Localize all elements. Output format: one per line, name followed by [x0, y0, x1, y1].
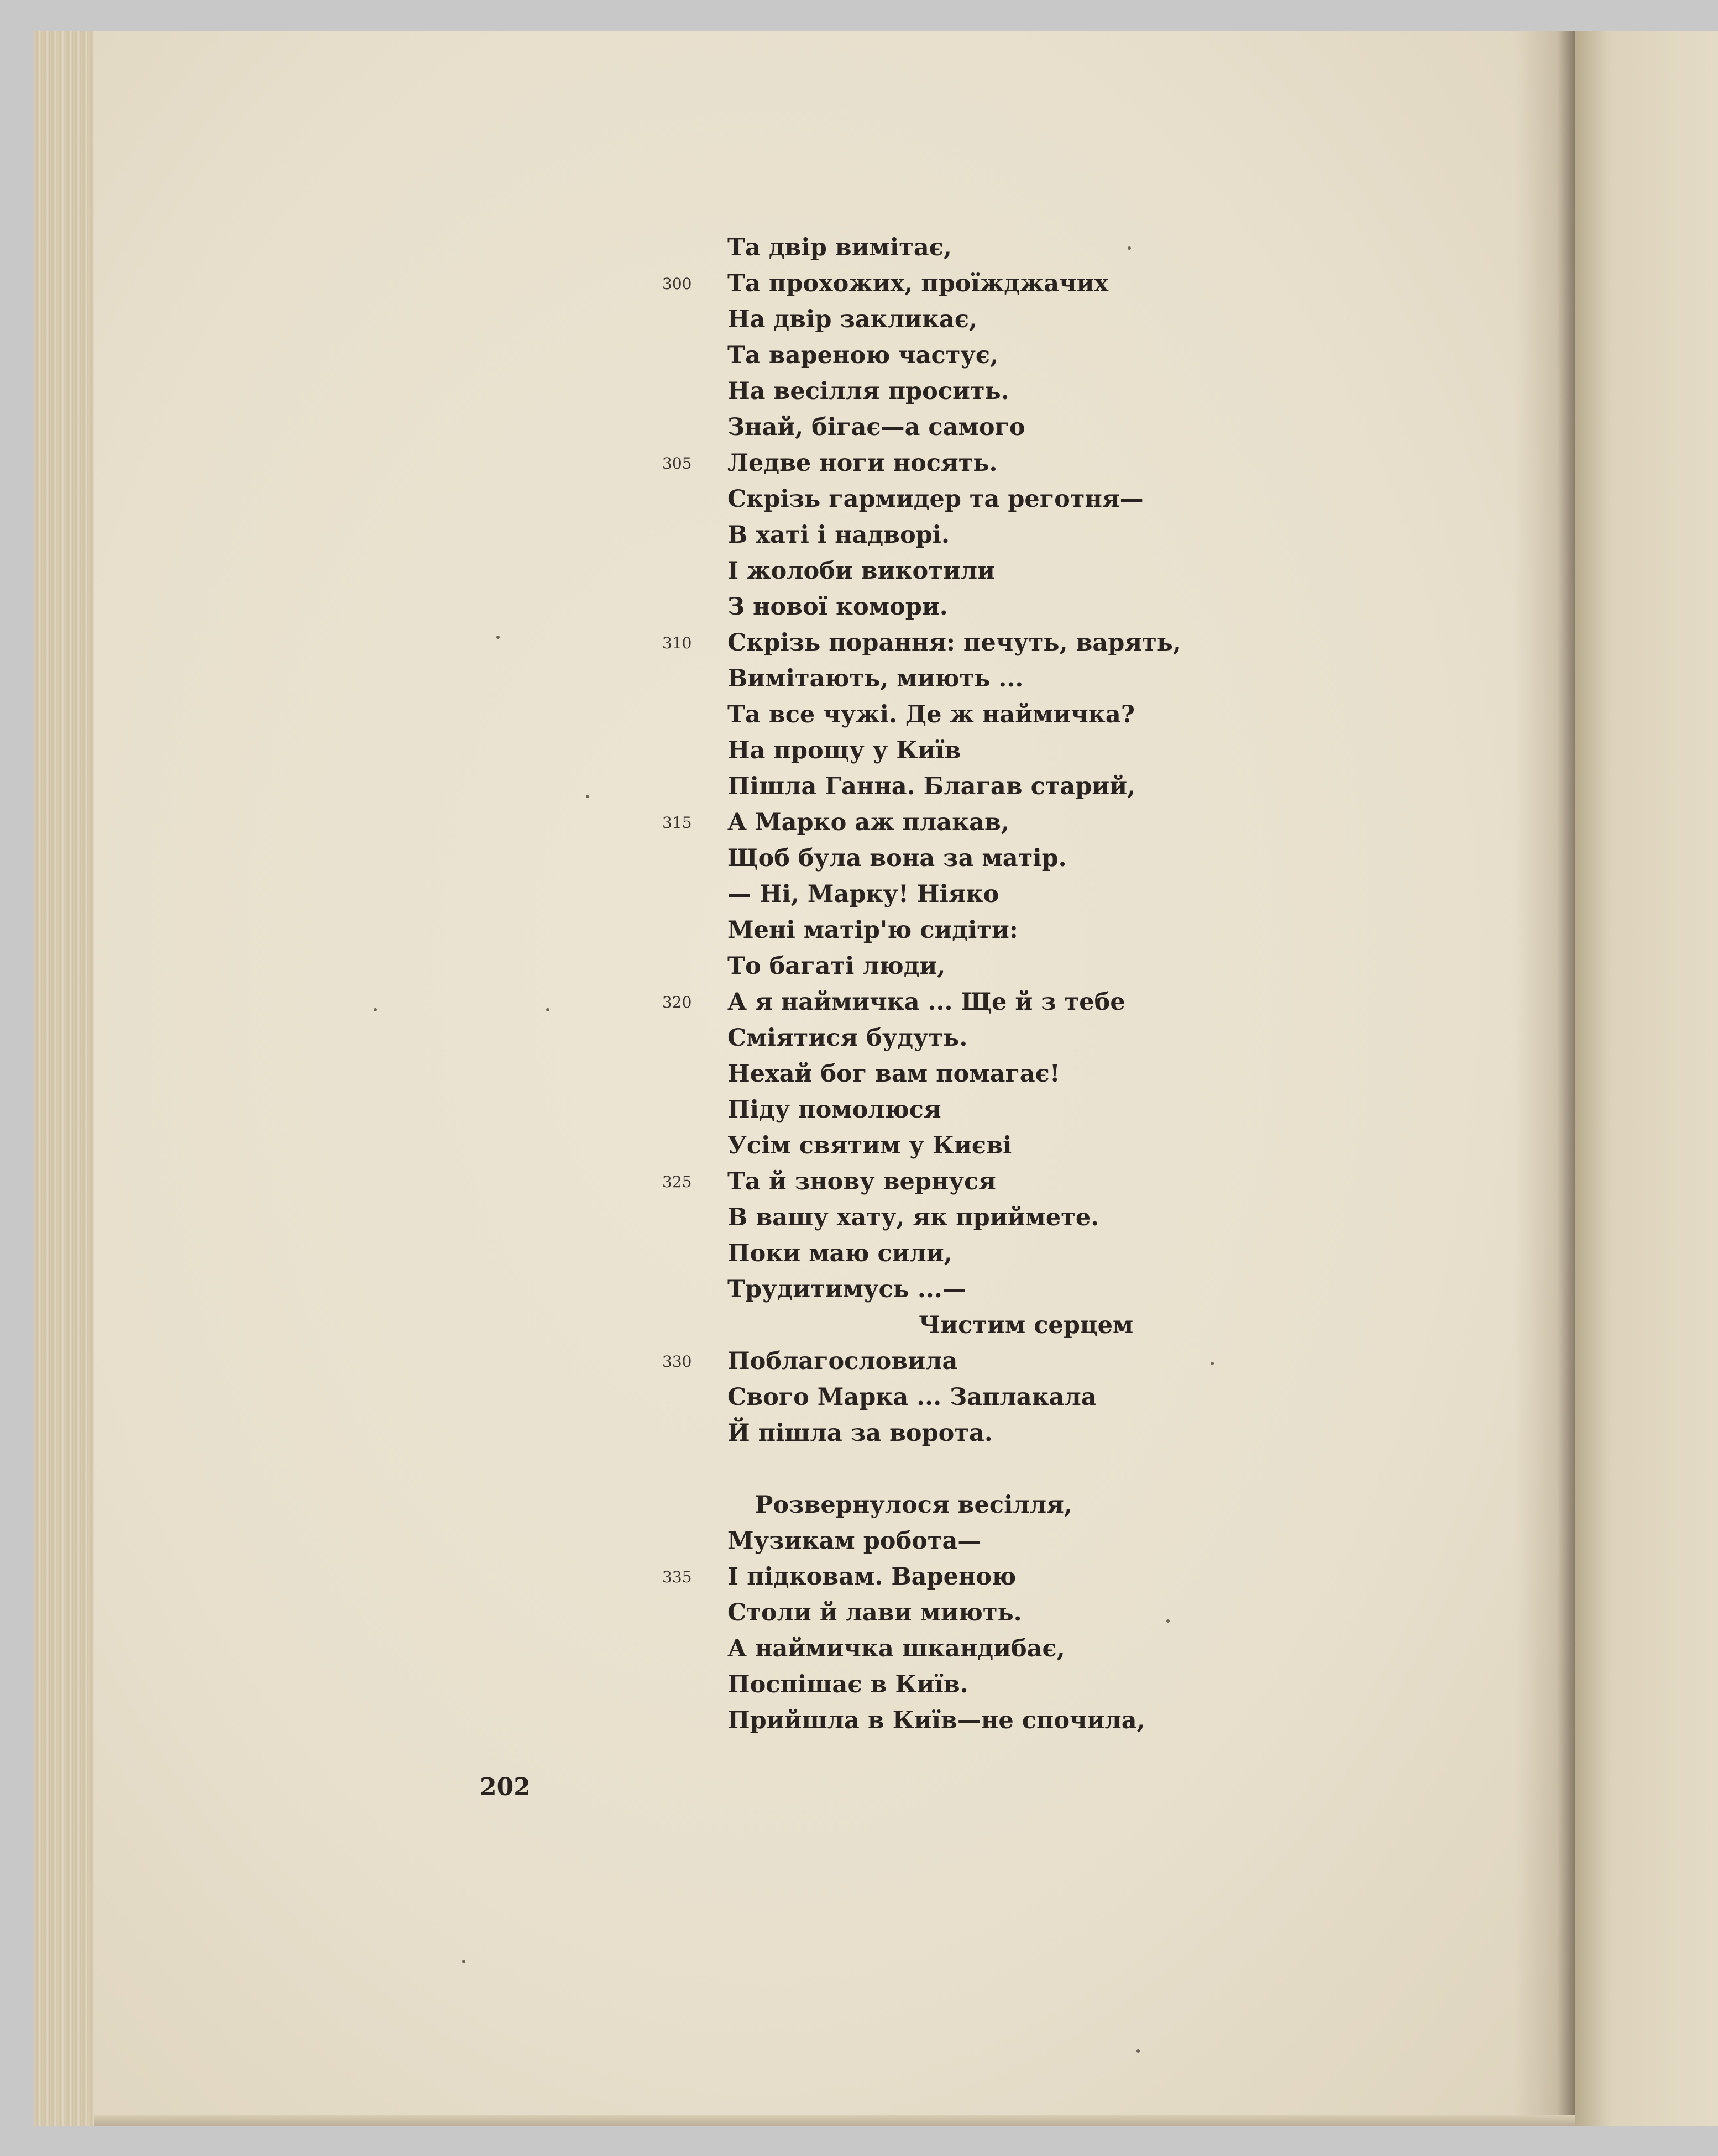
poem-line-text: Столи й лави миють.: [727, 1599, 1022, 1627]
poem-line-text: Чистим серцем: [919, 1312, 1134, 1339]
poem-line-text: Усім святим у Києві: [727, 1132, 1012, 1160]
poem-line: [727, 302, 1446, 338]
poem-line-text: Прийшла в Київ—не спочила,: [727, 1707, 1145, 1734]
poem-line: [727, 661, 1446, 697]
paper-speck: [496, 636, 500, 639]
line-number: 335: [662, 1568, 692, 1586]
poem-line-text: А я наймичка ... Ще й з тебе: [727, 988, 1125, 1016]
poem-line: [727, 1415, 1446, 1451]
poem-line: [727, 1236, 1446, 1272]
poem-line-text: І жолоби викотили: [727, 557, 995, 585]
poem-line: [727, 1308, 1446, 1344]
poem-line: [727, 769, 1446, 805]
poem-line: [727, 1595, 1446, 1631]
poem-line-text: Знай, бігає—а самого: [727, 413, 1025, 441]
page-number: 202: [480, 1773, 531, 1801]
poem-line: [662, 1164, 1446, 1200]
poem-line: [727, 841, 1446, 877]
poem-line-text: То багаті люди,: [727, 952, 946, 980]
poem-line-text: На двір закликає,: [727, 306, 978, 333]
poem-line-text: Та прохожих, проїжджачих: [727, 270, 1109, 297]
poem-line-text: Пішла Ганна. Благав старий,: [727, 773, 1136, 800]
line-number: 305: [662, 454, 692, 473]
poem-line-text: Піду помолюся: [727, 1096, 941, 1124]
poem-line: [662, 625, 1446, 661]
poem-line: [727, 553, 1446, 589]
page-bottom-edge: [94, 2115, 1575, 2126]
poem-line: [727, 1703, 1446, 1739]
line-number: 330: [662, 1352, 692, 1371]
poem-line-text: Нехай бог вам помагає!: [727, 1060, 1060, 1088]
poem-line-text: Скрізь гармидер та реготня—: [727, 485, 1144, 513]
poem-line: [727, 1128, 1446, 1164]
paper-speck: [1128, 246, 1131, 250]
poem-line-text: А наймичка шкандибає,: [727, 1635, 1065, 1662]
poem-line-text: Й пішла за ворота.: [727, 1419, 993, 1447]
poem-line: [662, 445, 1446, 481]
poem-line: [662, 984, 1446, 1020]
poem-line: [727, 1523, 1446, 1559]
poem-line-text: В вашу хату, як приймете.: [727, 1204, 1099, 1231]
paper-speck: [586, 795, 589, 798]
paper-speck: [1136, 2049, 1140, 2053]
line-number: 320: [662, 993, 692, 1011]
stanza-gap: [727, 1451, 1446, 1487]
poem-line-text: Та вареною частує,: [727, 342, 999, 369]
facing-page-edge: [1575, 31, 1718, 2126]
poem-line: [727, 877, 1446, 912]
poem-line: [727, 1092, 1446, 1128]
paper-speck: [374, 1008, 377, 1011]
poem-line: [727, 948, 1446, 984]
page-edges: [34, 31, 101, 2126]
poem-line: [662, 805, 1446, 841]
poem-line: [727, 1200, 1446, 1236]
poem-line-text: Музикам робота—: [727, 1527, 982, 1555]
poem-line-text: Скрізь порання: печуть, варять,: [727, 629, 1181, 657]
poem-line: [727, 1631, 1446, 1667]
poem-line-text: Та все чужі. Де ж наймичка?: [727, 701, 1135, 728]
poem-line: [727, 338, 1446, 374]
poem-line: [662, 1559, 1446, 1595]
poem-line: [727, 589, 1446, 625]
line-number: 300: [662, 275, 692, 293]
paper-speck: [1211, 1362, 1214, 1365]
line-number: 325: [662, 1173, 692, 1191]
poem-line: [662, 266, 1446, 302]
paper-speck: [462, 1960, 465, 1963]
poem-line: [727, 733, 1446, 769]
poem-line-text: Щоб була вона за матір.: [727, 844, 1067, 872]
poem-line-text: Поспішає в Київ.: [727, 1671, 968, 1698]
poem-line-text: І підковам. Вареною: [727, 1563, 1017, 1591]
poem-line-text: Поки маю сили,: [727, 1240, 952, 1267]
poem-line: [727, 517, 1446, 553]
paper-speck: [546, 1008, 549, 1011]
poem-line-text: Трудитимусь ...—: [727, 1276, 966, 1303]
line-number: 310: [662, 634, 692, 652]
page-gutter: [1515, 31, 1575, 2120]
poem-line: [727, 1379, 1446, 1415]
paper-speck: [1166, 1619, 1170, 1623]
poem-line-text: На весілля просить.: [727, 377, 1009, 405]
poem-line: [727, 1056, 1446, 1092]
poem-line-text: Розвернулося весілля,: [755, 1491, 1072, 1519]
poem-line-text: Свого Марка ... Заплакала: [727, 1383, 1097, 1411]
poem-line-text: Мені матір'ю сидіти:: [727, 916, 1018, 944]
poem-line: [727, 230, 1446, 266]
poem-line-text: Вимітають, миють ...: [727, 665, 1024, 693]
poem-line-text: А Марко аж плакав,: [727, 809, 1009, 836]
poem-line: [727, 912, 1446, 948]
poem-text: [662, 230, 1446, 1739]
poem-line: [727, 697, 1446, 733]
poem-line-text: Ледве ноги носять.: [727, 449, 998, 477]
poem-line: [727, 374, 1446, 410]
poem-line: [727, 1020, 1446, 1056]
poem-line-text: На прощу у Київ: [727, 737, 961, 764]
poem-line-text: Та й знову вернуся: [727, 1168, 996, 1195]
poem-line-text: — Ні, Марку! Ніяко: [727, 880, 999, 908]
poem-line: [727, 410, 1446, 445]
poem-line: [662, 1344, 1446, 1379]
poem-line: [727, 1667, 1446, 1703]
line-number: 315: [662, 814, 692, 832]
poem-line-text: Поблагословила: [727, 1347, 958, 1375]
poem-line-text: З нової комори.: [727, 593, 948, 621]
poem-line-text: В хаті і надворі.: [727, 521, 950, 549]
poem-line-text: Сміятися будуть.: [727, 1024, 968, 1052]
poem-line: [727, 1487, 1446, 1523]
poem-line: [727, 1272, 1446, 1308]
poem-line: [727, 481, 1446, 517]
poem-line-text: Та двір вимітає,: [727, 234, 952, 261]
